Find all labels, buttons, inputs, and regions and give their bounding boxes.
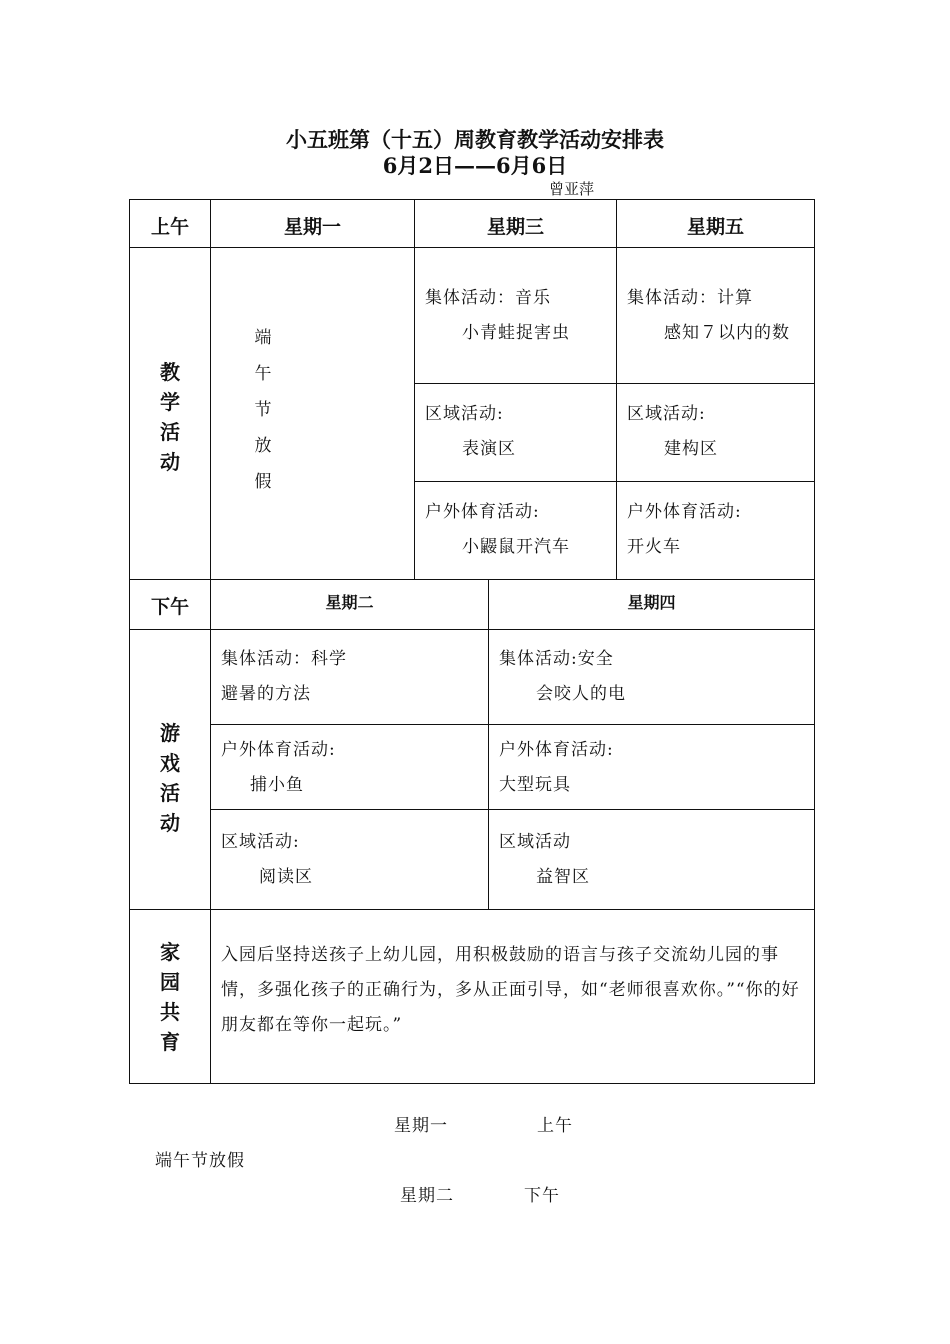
table-line xyxy=(414,199,415,580)
table-border-left xyxy=(129,199,130,1084)
thu-outdoor-title: 户外体育活动: xyxy=(499,740,614,760)
tue-area-content: 阅读区 xyxy=(259,867,313,887)
holiday-char: 午 xyxy=(254,364,272,384)
afternoon-label: 下午 xyxy=(150,596,189,618)
holiday-char: 端 xyxy=(254,328,272,348)
home-school-label: 家园共育 xyxy=(160,940,180,1054)
wed-group-title: 集体活动：音乐 xyxy=(425,288,551,308)
table-line xyxy=(414,481,815,482)
table-border-right xyxy=(814,199,815,1084)
footer-day-1: 星期一 xyxy=(394,1116,448,1136)
date-range: 6月2日——6月6日 xyxy=(382,153,568,178)
author-name: 曾亚萍 xyxy=(549,180,595,198)
table-line xyxy=(129,629,815,630)
thu-group-title: 集体活动:安全 xyxy=(499,649,614,669)
tue-group-title: 集体活动：科学 xyxy=(221,649,347,669)
wed-outdoor-title: 户外体育活动: xyxy=(425,502,540,522)
header-wednesday: 星期三 xyxy=(486,216,544,238)
footer-day-2: 星期二 xyxy=(400,1186,454,1206)
tue-group-content: 避暑的方法 xyxy=(221,684,311,704)
tue-outdoor-content: 捕小鱼 xyxy=(250,775,304,795)
wed-group-content: 小青蛙捉害虫 xyxy=(462,323,570,343)
morning-label: 上午 xyxy=(150,216,189,238)
footer-time-2: 下午 xyxy=(524,1186,560,1206)
fri-outdoor-title: 户外体育活动: xyxy=(627,502,742,522)
fri-outdoor-content: 开火车 xyxy=(627,537,681,557)
wed-outdoor-content: 小鼹鼠开汽车 xyxy=(462,537,570,557)
holiday-char: 放 xyxy=(254,436,272,456)
table-line xyxy=(616,199,617,580)
table-line xyxy=(210,199,211,1084)
fri-group-content: 感知７以内的数 xyxy=(664,323,790,343)
monday-holiday-note xyxy=(253,320,273,500)
home-school-text: 入园后坚持送孩子上幼儿园，用积极鼓励的语言与孩子交流幼儿园的事情，多强化孩子的正确行为，多从正面引导，如“老师很喜欢你。”“你的好朋友都在等你一起玩。” xyxy=(221,945,800,1035)
footer-time-1: 上午 xyxy=(537,1116,573,1136)
thu-area-content: 益智区 xyxy=(536,867,590,887)
footer-holiday-note: 端午节放假 xyxy=(155,1151,245,1171)
table-border-top xyxy=(129,199,815,200)
header-friday: 星期五 xyxy=(686,216,744,238)
tue-outdoor-title: 户外体育活动: xyxy=(221,740,336,760)
thu-area-title: 区域活动 xyxy=(499,832,571,852)
header-monday: 星期一 xyxy=(283,216,341,238)
table-line xyxy=(210,809,815,810)
thu-outdoor-content: 大型玩具 xyxy=(499,775,571,795)
table-line xyxy=(488,579,489,910)
wed-area-title: 区域活动: xyxy=(425,404,504,424)
table-line xyxy=(129,247,815,248)
wed-area-content: 表演区 xyxy=(462,439,516,459)
header-thursday: 星期四 xyxy=(627,593,676,612)
holiday-char: 节 xyxy=(254,400,272,420)
table-border-bottom xyxy=(129,1083,815,1084)
tue-area-title: 区域活动: xyxy=(221,832,300,852)
game-activities-label: 游戏活动 xyxy=(160,721,180,835)
teaching-activities-label: 教学活动 xyxy=(160,360,180,474)
fri-area-content: 建构区 xyxy=(664,439,718,459)
document-title: 小五班第（十五）周教育教学活动安排表 xyxy=(286,127,664,152)
header-tuesday: 星期二 xyxy=(325,593,374,612)
table-line xyxy=(129,579,815,580)
table-line xyxy=(129,909,815,910)
thu-group-content: 会咬人的电 xyxy=(536,684,626,704)
holiday-char: 假 xyxy=(254,472,272,492)
table-line xyxy=(414,383,815,384)
table-line xyxy=(210,724,815,725)
fri-group-title: 集体活动：计算 xyxy=(627,288,753,308)
fri-area-title: 区域活动: xyxy=(627,404,706,424)
